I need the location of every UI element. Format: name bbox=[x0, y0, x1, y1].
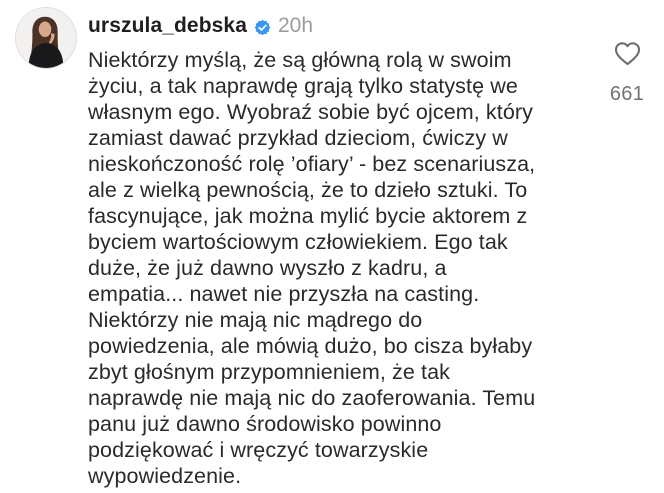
caption-line: zbyt głośnym przypomnieniem, że tak bbox=[88, 360, 450, 384]
avatar-photo-illustration bbox=[16, 8, 76, 68]
caption-text bbox=[88, 47, 633, 489]
verified-badge-icon bbox=[254, 19, 271, 36]
like-count[interactable]: 661 bbox=[609, 83, 645, 105]
caption-line: powiedzenia, ale mówią dużo, bo cisza byłaby bbox=[88, 334, 533, 358]
post-header bbox=[88, 13, 313, 39]
caption-line: nieskończoność rolę ’ofiary’ - bez scenariusza, bbox=[88, 152, 536, 176]
timestamp: 20h bbox=[277, 14, 314, 37]
caption-line: Niektórzy myślą, że są główną rolą w swoim bbox=[88, 48, 512, 72]
heart-outline-icon bbox=[613, 40, 642, 67]
like-button[interactable] bbox=[613, 40, 642, 67]
caption-line: fascynujące, jak można mylić bycie aktorem z bbox=[88, 204, 528, 228]
avatar[interactable] bbox=[15, 7, 77, 69]
caption-line: życiu, a tak naprawdę grają tylko statystę we bbox=[88, 74, 518, 98]
caption-line: duże, że już dawno wyszło z kadru, a bbox=[88, 256, 447, 280]
caption-line: podziękować i wręczyć towarzyskie bbox=[88, 438, 429, 462]
caption-line: panu już dawno środowisko powinno bbox=[88, 412, 442, 436]
caption-line: Niektórzy nie mają nic mądrego do bbox=[88, 308, 423, 332]
caption-line: własnym ego. Wyobraź sobie być ojcem, który bbox=[88, 100, 534, 124]
caption-line: byciem wartościowym człowiekiem. Ego tak bbox=[88, 230, 508, 254]
actions-column bbox=[598, 40, 656, 106]
caption-line: naprawdę nie mają nic do zaoferowania. Temu bbox=[88, 386, 536, 410]
caption-line: wypowiedzenie. bbox=[88, 464, 242, 488]
caption-line: ale z wielką pewnością, że to dzieło sztuki. To bbox=[88, 178, 528, 202]
caption-line: empatia... nawet nie przyszła na casting. bbox=[88, 282, 480, 306]
caption-line: zamiast dawać przykład dzieciom, ćwiczy w bbox=[88, 126, 508, 150]
username[interactable]: urszula_debska bbox=[88, 14, 247, 37]
